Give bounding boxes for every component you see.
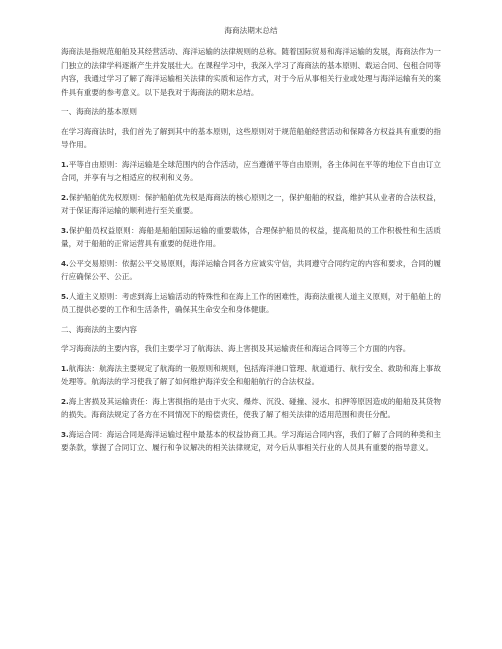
item-number: 3.: [61, 225, 69, 235]
item-text: 公平交易原则：依据公平交易原则，海洋运输合同各方应诚实守信，共同遵守合同约定的内容和要求，合同的履行应确保公平、公正。: [61, 258, 441, 281]
content-item: [61, 428, 441, 455]
item-number: 1.: [61, 363, 69, 373]
item-text: 保护船员权益原则：海船是船舶国际运输的重要载体，合理保护船员的权益，提高船员的工作积极性和生活质量，对于船舶的正常运营具有重要的促进作用。: [61, 225, 441, 248]
item-text: 航海法：航海法主要规定了航海的一般原则和规则，包括海洋港口管理、航道通行、航行安全、救助和海上事故处理等。航海法的学习使我了解了如何维护海洋安全和船舶航行的合法权益。: [61, 363, 441, 386]
principle-item: [61, 224, 441, 251]
item-number: 2.: [61, 396, 69, 406]
item-number: 4.: [61, 258, 69, 268]
document-page: [61, 26, 441, 461]
section-lead-principles: 在学习海商法时，我们首先了解到其中的基本原则，这些原则对于规范船舶经营活动和保障各方权益具有重要的指导作用。: [61, 126, 441, 149]
item-text: 海上害损及其运输责任：海上害损指的是由于火灾、爆炸、沉没、碰撞、浸水、扣押等原因造成的船舶及其货物的损失。海商法规定了各方在不同情况下的赔偿责任，使我了解了相关法律的适用范围和责任分配。: [61, 396, 441, 419]
section-heading-principles: 一、海商法的基本原则: [61, 107, 137, 116]
item-text: 人道主义原则：考虑到海上运输活动的特殊性和在海上工作的困难性，海商法重视人道主义原则，对于船舶上的员工提供必要的工作和生活条件，确保其生命安全和身体健康。: [61, 291, 441, 314]
section-heading-content: 二、海商法的主要内容: [61, 324, 137, 334]
item-text: 海运合同：海运合同是海洋运输过程中最基本的权益协商工具。学习海运合同内容，我们了解了合同的种类和主要条款，掌握了合同订立、履行和争议解决的相关法律规定，对今后从事相关行业的人员具有重要的指导意义。: [61, 429, 441, 452]
item-number: 5.: [61, 291, 69, 301]
content-item: [61, 395, 441, 422]
section-lead-content: 学习海商法的主要内容，我们主要学习了航海法、海上害损及其运输责任和海运合同等三个方面的内容。: [61, 344, 411, 353]
item-text: 保护船舶优先权原则：保护船舶优先权是海商法的核心原则之一，保护船舶的权益，维护其从业者的合法权益，对于保证海洋运输的顺利进行至关重要。: [61, 192, 441, 215]
principle-item: [61, 158, 441, 185]
principle-item: [61, 191, 441, 218]
item-text: 平等自由原则：海洋运输是全球范围内的合作活动，应当遵循平等自由原则，各主体间在平等的地位下自由订立合同，并享有与之相适应的权利和义务。: [61, 159, 441, 182]
content-item: [61, 362, 441, 389]
item-number: 1.: [61, 159, 69, 169]
principle-item: [61, 257, 441, 284]
item-number: 3.: [61, 429, 69, 439]
intro-paragraph: 海商法是指规范船舶及其经营活动、海洋运输的法律规则的总称。随着国际贸易和海洋运输的发展，海商法作为一门独立的法律学科逐渐产生并发展壮大。在课程学习中，我深入学习了海商法的基本原则、载运合同、包租合同等内容，我通过学习了解了海洋运输相关法律的实质和运作方式，对于今后从事相关行业或处理与海洋运输有关的案件具有重要的参考意义。以下是我对于海商法的期末总结。: [61, 47, 441, 97]
document-title: 海商法期末总结: [224, 26, 278, 35]
item-number: 2.: [61, 192, 69, 202]
principle-item: [61, 290, 441, 317]
